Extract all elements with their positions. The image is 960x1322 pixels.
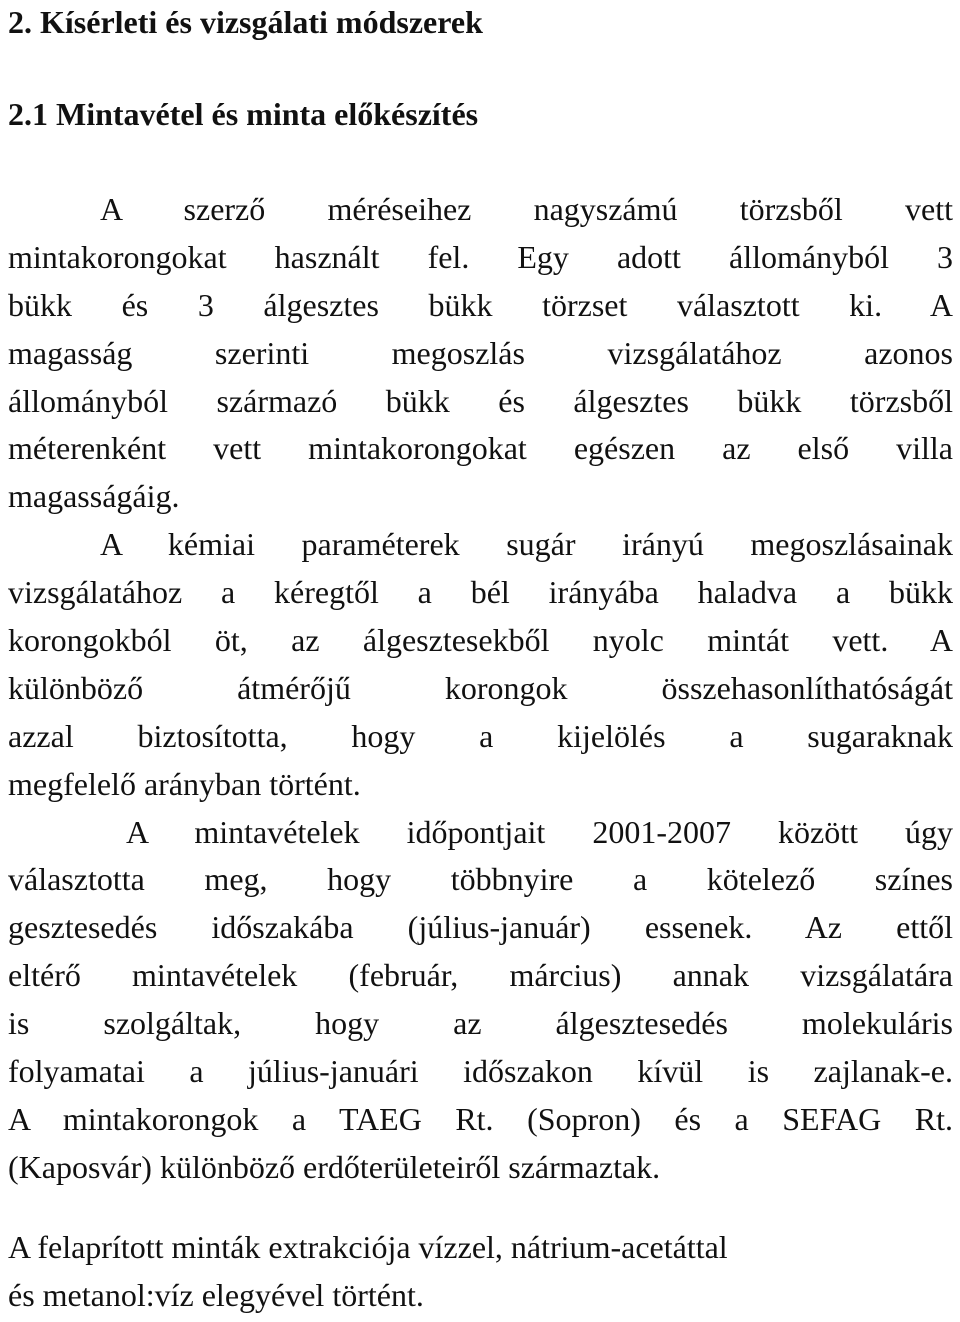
paragraph-line: és metanol:víz elegyével történt. [8,1276,424,1313]
paragraph-line: A felaprított minták extrakciója vízzel, nátrium-acetáttal [8,1229,728,1265]
paragraph-line: A szerző méréseihez nagyszámú törzsből vett [100,191,953,227]
paragraph-line: megfelelő arányban történt. [8,765,361,802]
extraction-paragraph [8,1224,953,1320]
chapter-title: 2. Kísérleti és vizsgálati módszerek [8,4,483,40]
paragraph-line: magasságáig. [8,478,180,515]
paragraph-line: gesztesedés időszakába (július-január) essenek. Az ettől [8,909,953,946]
paragraph-line: állományból származó bükk és álgesztes bükk törzsből [8,382,953,419]
paragraph-line: azzal biztosította, hogy a kijelölés a sugaraknak [8,717,953,754]
paragraph-line: vizsgálatához a kéregtől a bél irányába haladva a bükk [8,574,953,611]
paragraph-line: bükk és 3 álgesztes bükk törzset választott ki. A [8,286,953,323]
section-title: 2.1 Mintavétel és minta előkészítés [8,96,479,132]
paragraph-line: mintakorongokat használt fel. Egy adott állományból 3 [8,238,953,275]
paragraph-line: A mintavételek időpontjait 2001-2007 között úgy [126,813,953,850]
paragraph-line: A mintakorongok a TAEG Rt. (Sopron) és a SEFAG Rt. [8,1100,953,1137]
paragraph-line: eltérő mintavételek (február, március) annak vizsgálatára [8,957,953,994]
sampling-paragraphs [8,186,953,1192]
paragraph-line: választotta meg, hogy többnyire a kötelező színes [8,861,953,898]
paragraph-line: (Kaposvár) különböző erdőterületeiről származtak. [8,1148,661,1185]
paragraph-line: magasság szerinti megoszlás vizsgálatához azonos [8,334,953,371]
paragraph-line: korongokból öt, az álgesztesekből nyolc mintát vett. A [8,622,953,659]
paragraph-line: különböző átmérőjű korongok összehasonlíthatóságát [8,669,953,706]
paragraph-line: folyamatai a július-januári időszakon kívül is zajlanak-e. [8,1053,953,1090]
paragraph-line: is szolgáltak, hogy az álgesztesedés molekuláris [8,1005,953,1042]
paragraph-line: méterenként vett mintakorongokat egészen az első villa [8,430,953,467]
paragraph-line: A kémiai paraméterek sugár irányú megoszlásainak [100,526,953,563]
